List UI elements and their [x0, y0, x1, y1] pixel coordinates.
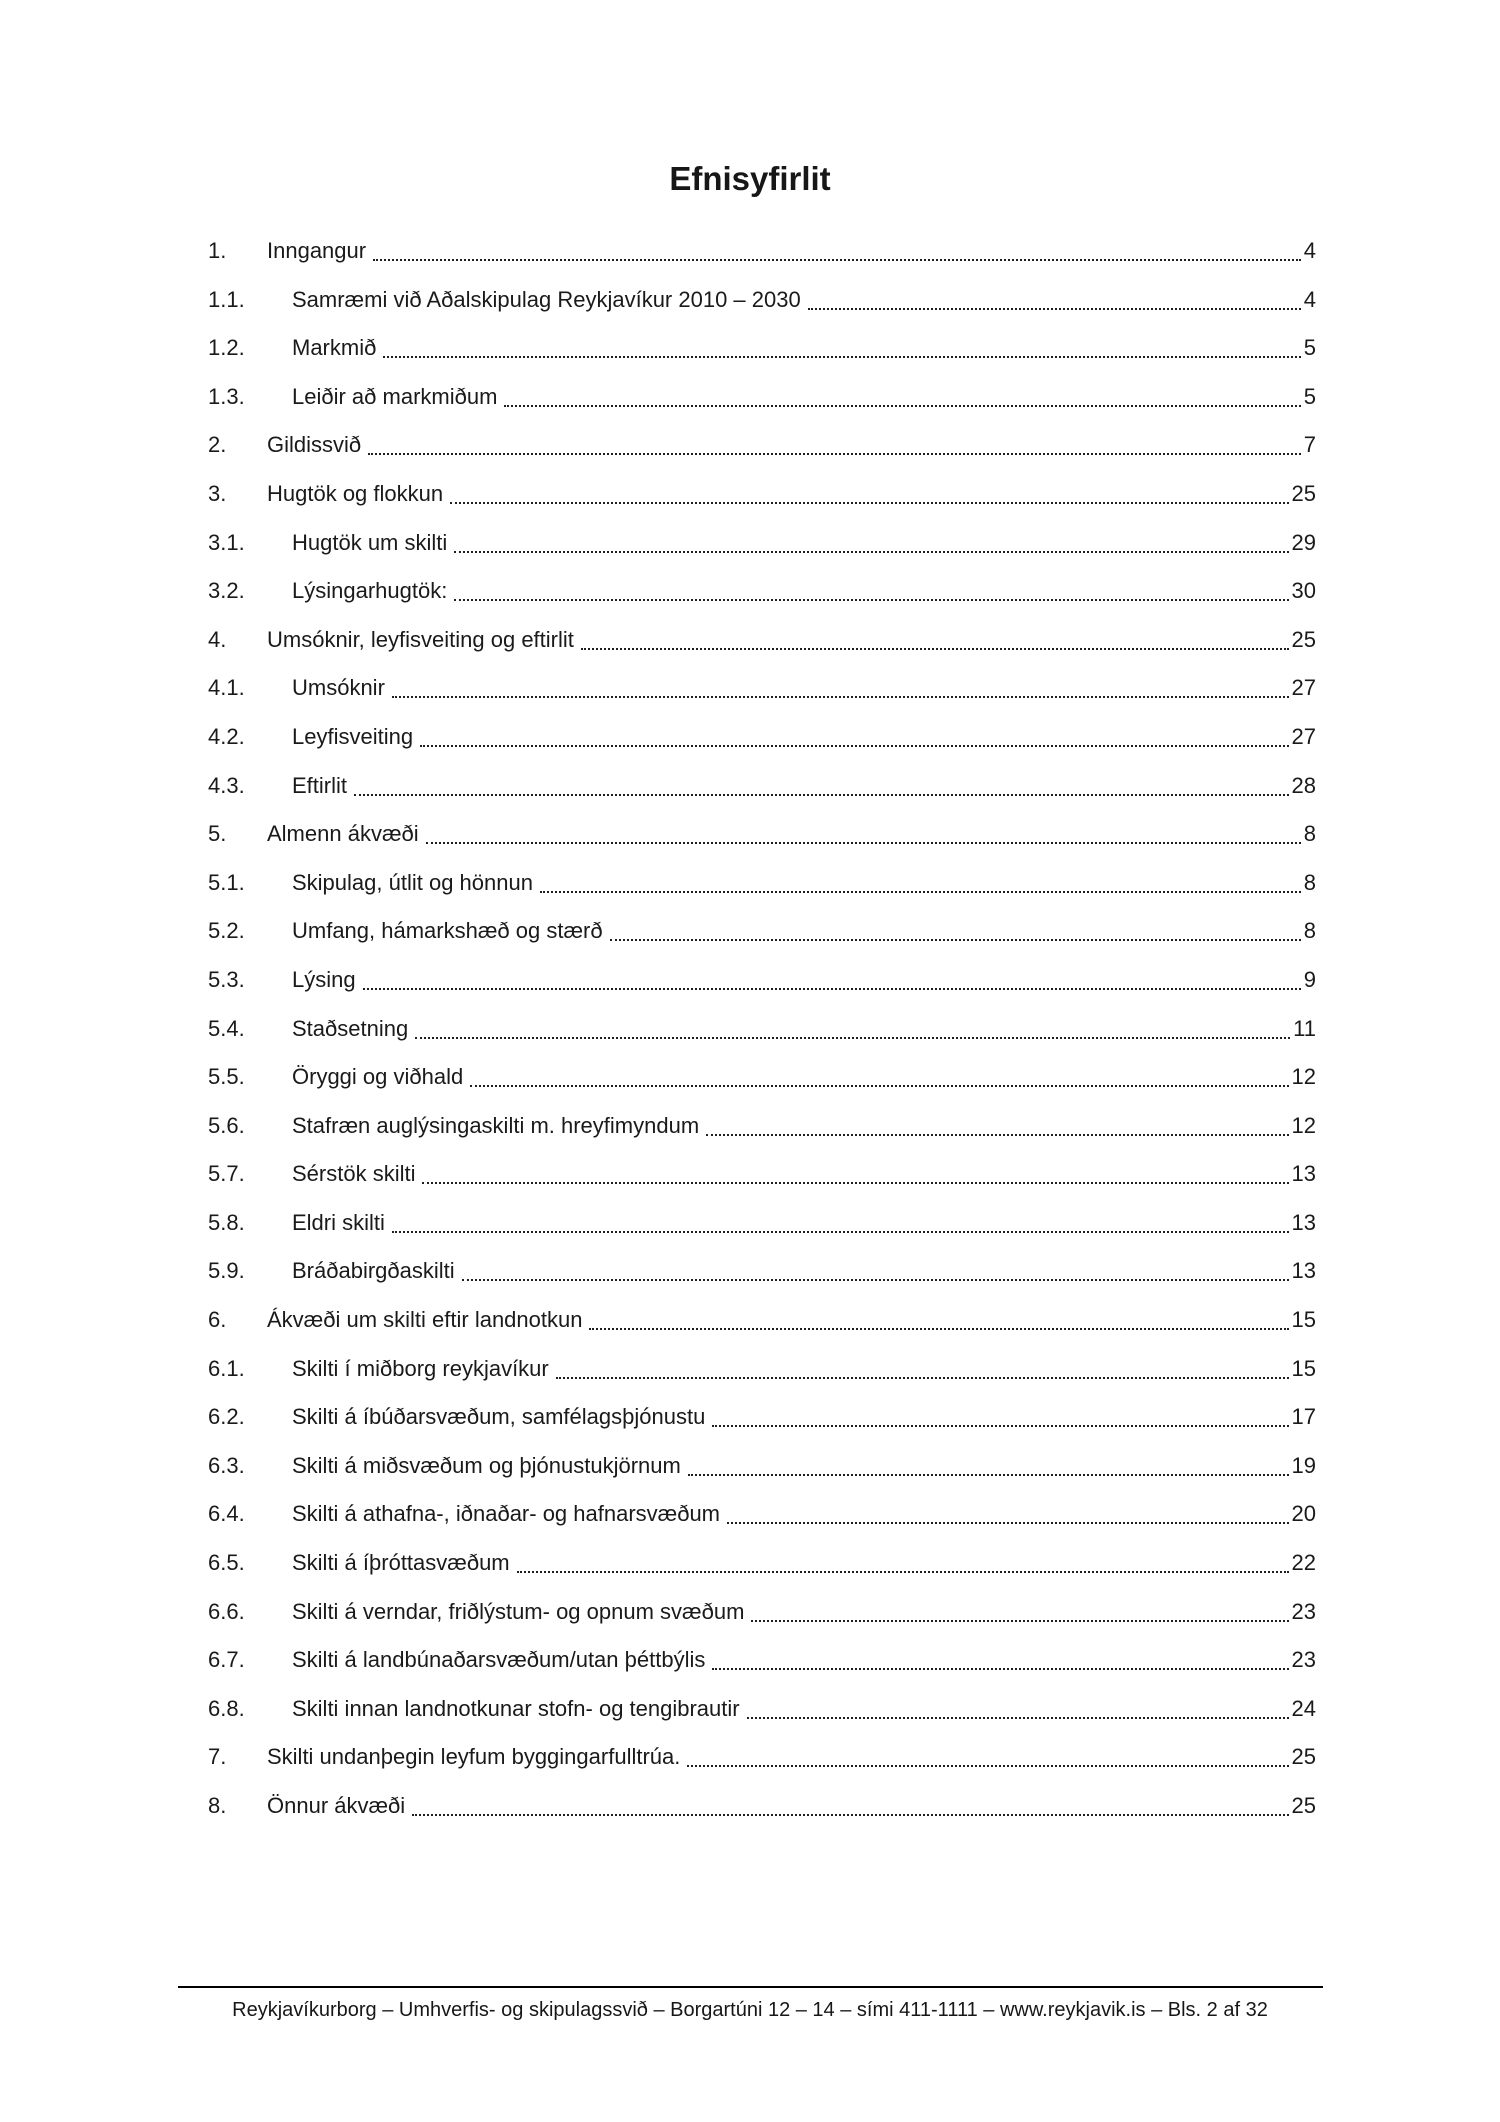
- toc-entry-label: Skilti undanþegin leyfum byggingarfulltrúa.: [267, 1744, 681, 1770]
- toc-dot-leader: [454, 580, 1288, 601]
- toc-entry-label: Eldri skilti: [292, 1209, 385, 1235]
- toc-entry[interactable]: [208, 240, 1316, 289]
- toc-entry[interactable]: [208, 1355, 1316, 1407]
- toc-dot-leader: [450, 483, 1288, 504]
- toc-entry[interactable]: [208, 580, 1316, 629]
- toc-dot-leader: [470, 1066, 1288, 1087]
- toc-entry[interactable]: [208, 1746, 1316, 1795]
- toc-entry-label: Lýsingarhugtök:: [292, 578, 448, 604]
- toc-entry-label: Skilti á miðsvæðum og þjónustukjörnum: [292, 1452, 681, 1478]
- toc-dot-leader: [517, 1552, 1289, 1573]
- toc-entry-label: Sérstök skilti: [292, 1161, 416, 1187]
- toc-entry[interactable]: [208, 823, 1316, 872]
- toc-dot-leader: [581, 629, 1289, 650]
- toc-entry[interactable]: [208, 1649, 1316, 1698]
- toc-entry-label: Stafræn auglýsingaskilti m. hreyfimyndum: [292, 1112, 700, 1138]
- toc-entry-page: 25: [1291, 1744, 1316, 1770]
- toc-entry-number: 3.: [208, 480, 227, 506]
- toc-entry-page: 23: [1291, 1647, 1316, 1673]
- toc-dot-leader: [610, 920, 1301, 941]
- toc-entry-label: Bráðabirgðaskilti: [292, 1258, 455, 1284]
- toc-entry-number: 6.4.: [208, 1501, 245, 1527]
- toc-dot-leader: [687, 1746, 1288, 1767]
- toc-entry-number: 5.7.: [208, 1161, 245, 1187]
- toc-entry[interactable]: [208, 1066, 1316, 1115]
- toc-entry-page: 4: [1303, 286, 1316, 312]
- toc-dot-leader: [462, 1260, 1289, 1281]
- footer-divider: [178, 1986, 1323, 1988]
- toc-entry-label: Skilti innan landnotkunar stofn- og tengibrautir: [292, 1695, 740, 1721]
- toc-entry-number: 5.: [208, 821, 227, 847]
- toc-entry[interactable]: [208, 1163, 1316, 1212]
- toc-dot-leader: [747, 1698, 1289, 1719]
- toc-entry-label: Hugtök og flokkun: [267, 480, 444, 506]
- toc-entry-label: Almenn ákvæði: [267, 821, 419, 847]
- toc-entry-page: 25: [1291, 626, 1316, 652]
- toc-entry-page: 24: [1291, 1695, 1316, 1721]
- toc-entry-label: Markmið: [292, 335, 377, 361]
- toc-dot-leader: [363, 969, 1301, 990]
- toc-dot-leader: [712, 1406, 1288, 1427]
- toc-entry[interactable]: [208, 434, 1316, 483]
- toc-entry-number: 4.: [208, 626, 227, 652]
- toc-entry-label: Umsóknir: [292, 675, 385, 701]
- toc-entry-number: 5.9.: [208, 1258, 245, 1284]
- toc-entry-page: 9: [1303, 966, 1316, 992]
- toc-dot-leader: [392, 677, 1289, 698]
- toc-entry[interactable]: [208, 1503, 1316, 1552]
- toc-entry[interactable]: [208, 1015, 1316, 1067]
- toc-entry-label: Inngangur: [267, 238, 367, 263]
- toc-entry-page: 8: [1303, 821, 1316, 847]
- toc-entry[interactable]: [208, 869, 1316, 921]
- table-of-contents: [208, 240, 1316, 1844]
- toc-entry[interactable]: [208, 480, 1316, 532]
- toc-entry[interactable]: [208, 920, 1316, 969]
- toc-entry-page: 12: [1291, 1064, 1316, 1090]
- toc-entry-page: 7: [1303, 432, 1316, 458]
- toc-entry-number: 5.5.: [208, 1064, 245, 1090]
- toc-entry-number: 1.3.: [208, 383, 245, 409]
- toc-entry[interactable]: [208, 1406, 1316, 1455]
- toc-entry-number: 4.3.: [208, 772, 245, 798]
- toc-entry-number: 7.: [208, 1744, 227, 1770]
- toc-entry-page: 25: [1291, 1793, 1316, 1818]
- toc-entry-page: 15: [1291, 1355, 1316, 1381]
- toc-entry-page: 27: [1291, 723, 1316, 749]
- toc-entry-page: 5: [1303, 383, 1316, 409]
- toc-entry[interactable]: [208, 677, 1316, 726]
- toc-entry-label: Umsóknir, leyfisveiting og eftirlit: [267, 626, 574, 652]
- toc-entry-page: 23: [1291, 1598, 1316, 1624]
- toc-entry-label: Öryggi og viðhald: [292, 1064, 464, 1090]
- toc-entry-number: 5.4.: [208, 1015, 245, 1041]
- toc-entry[interactable]: [208, 1795, 1316, 1844]
- toc-entry-number: 6.2.: [208, 1404, 245, 1430]
- toc-entry-number: 4.1.: [208, 675, 245, 701]
- toc-dot-leader: [808, 289, 1301, 310]
- toc-entry-page: 8: [1303, 918, 1316, 944]
- toc-entry-label: Leiðir að markmiðum: [292, 383, 498, 409]
- toc-entry-number: 2.: [208, 432, 227, 458]
- toc-entry-page: 22: [1291, 1550, 1316, 1576]
- toc-entry-page: 30: [1291, 578, 1316, 604]
- toc-entry-number: 5.6.: [208, 1112, 245, 1138]
- toc-dot-leader: [412, 1795, 1288, 1816]
- toc-entry[interactable]: [208, 626, 1316, 678]
- toc-entry[interactable]: [208, 337, 1316, 386]
- toc-entry-page: 28: [1291, 772, 1316, 798]
- toc-entry[interactable]: [208, 1695, 1316, 1747]
- toc-entry-label: Skilti á landbúnaðarsvæðum/utan þéttbýlis: [292, 1647, 706, 1673]
- toc-entry-number: 6.7.: [208, 1647, 245, 1673]
- toc-entry-label: Gildissvið: [267, 432, 362, 458]
- toc-entry[interactable]: [208, 1598, 1316, 1650]
- toc-dot-leader: [688, 1455, 1289, 1476]
- toc-dot-leader: [589, 1309, 1288, 1330]
- toc-entry-label: Umfang, hámarkshæð og stærð: [292, 918, 603, 944]
- toc-entry-label: Skilti á íþróttasvæðum: [292, 1550, 510, 1576]
- toc-dot-leader: [420, 726, 1288, 747]
- toc-entry-label: Lýsing: [292, 966, 356, 992]
- toc-entry[interactable]: [208, 966, 1316, 1018]
- toc-entry-page: 29: [1291, 529, 1316, 555]
- toc-dot-leader: [422, 1163, 1288, 1184]
- toc-entry-label: Skilti í miðborg reykjavíkur: [292, 1355, 549, 1381]
- toc-entry[interactable]: [208, 529, 1316, 581]
- toc-entry-number: 6.3.: [208, 1452, 245, 1478]
- toc-entry-number: 6.5.: [208, 1550, 245, 1576]
- toc-entry-page: 15: [1291, 1307, 1316, 1333]
- toc-dot-leader: [368, 434, 1301, 455]
- toc-entry-number: 5.8.: [208, 1209, 245, 1235]
- toc-entry[interactable]: [208, 383, 1316, 435]
- footer-text: Reykjavíkurborg – Umhverfis- og skipulagssvið – Borgartúni 12 – 14 – sími 411-1111 – www.reykjavik.is – Bls. 2 af 32: [232, 1999, 1268, 2021]
- toc-entry-label: Staðsetning: [292, 1015, 409, 1041]
- toc-dot-leader: [540, 872, 1301, 893]
- toc-dot-leader: [415, 1018, 1290, 1039]
- toc-entry-label: Ákvæði um skilti eftir landnotkun: [267, 1307, 583, 1333]
- toc-entry-label: Samræmi við Aðalskipulag Reykjavíkur 2010 – 2030: [292, 286, 801, 312]
- toc-entry[interactable]: [208, 1112, 1316, 1164]
- toc-entry-label: Skilti á íbúðarsvæðum, samfélagsþjónustu: [292, 1404, 706, 1430]
- toc-entry[interactable]: [208, 1552, 1316, 1601]
- toc-entry-number: 3.1.: [208, 529, 245, 555]
- toc-entry-number: 5.2.: [208, 918, 245, 944]
- toc-entry-page: 27: [1291, 675, 1316, 701]
- toc-entry-label: Önnur ákvæði: [267, 1793, 406, 1818]
- toc-entry-page: 17: [1291, 1404, 1316, 1430]
- toc-dot-leader: [727, 1503, 1289, 1524]
- toc-entry-label: Eftirlit: [292, 772, 347, 798]
- toc-dot-leader: [504, 386, 1300, 407]
- toc-entry-page: 8: [1303, 869, 1316, 895]
- toc-dot-leader: [712, 1649, 1288, 1670]
- toc-entry-number: 1.2.: [208, 335, 245, 361]
- toc-entry-label: Skipulag, útlit og hönnun: [292, 869, 533, 895]
- toc-dot-leader: [383, 337, 1300, 358]
- toc-entry-number: 5.3.: [208, 966, 245, 992]
- toc-entry[interactable]: [208, 1452, 1316, 1504]
- toc-entry[interactable]: [208, 1209, 1316, 1261]
- toc-entry-page: 4: [1303, 238, 1316, 263]
- toc-entry[interactable]: [208, 1260, 1316, 1309]
- toc-dot-leader: [556, 1358, 1289, 1379]
- toc-entry-number: 1.: [208, 238, 227, 263]
- toc-entry[interactable]: [208, 286, 1316, 338]
- toc-entry-page: 13: [1291, 1161, 1316, 1187]
- toc-entry-number: 6.1.: [208, 1355, 245, 1381]
- toc-dot-leader: [392, 1212, 1289, 1233]
- toc-entry[interactable]: [208, 772, 1316, 824]
- toc-entry-page: 13: [1291, 1209, 1316, 1235]
- toc-entry[interactable]: [208, 1309, 1316, 1358]
- page-title: Efnisyfirlit: [669, 160, 831, 197]
- toc-entry-number: 6.8.: [208, 1695, 245, 1721]
- toc-entry[interactable]: [208, 723, 1316, 775]
- toc-entry-number: 8.: [208, 1793, 227, 1818]
- toc-entry-label: Leyfisveiting: [292, 723, 414, 749]
- toc-entry-page: 25: [1291, 480, 1316, 506]
- toc-dot-leader: [354, 775, 1289, 796]
- toc-entry-label: Skilti á verndar, friðlýstum- og opnum svæðum: [292, 1598, 745, 1624]
- toc-dot-leader: [706, 1115, 1288, 1136]
- toc-entry-label: Skilti á athafna-, iðnaðar- og hafnarsvæðum: [292, 1501, 721, 1527]
- toc-dot-leader: [426, 823, 1301, 844]
- toc-dot-leader: [373, 240, 1301, 261]
- toc-entry-number: 4.2.: [208, 723, 245, 749]
- toc-entry-page: 13: [1291, 1258, 1316, 1284]
- toc-entry-number: 6.: [208, 1307, 227, 1333]
- toc-entry-number: 6.6.: [208, 1598, 245, 1624]
- toc-entry-number: 5.1.: [208, 869, 245, 895]
- toc-dot-leader: [751, 1601, 1288, 1622]
- toc-entry-page: 19: [1291, 1452, 1316, 1478]
- toc-entry-page: 12: [1291, 1112, 1316, 1138]
- toc-entry-label: Hugtök um skilti: [292, 529, 448, 555]
- toc-entry-page: 20: [1291, 1501, 1316, 1527]
- toc-entry-page: 11: [1293, 1015, 1316, 1041]
- toc-entry-page: 5: [1303, 335, 1316, 361]
- toc-entry-number: 3.2.: [208, 578, 245, 604]
- toc-dot-leader: [454, 532, 1288, 553]
- toc-entry-number: 1.1.: [208, 286, 245, 312]
